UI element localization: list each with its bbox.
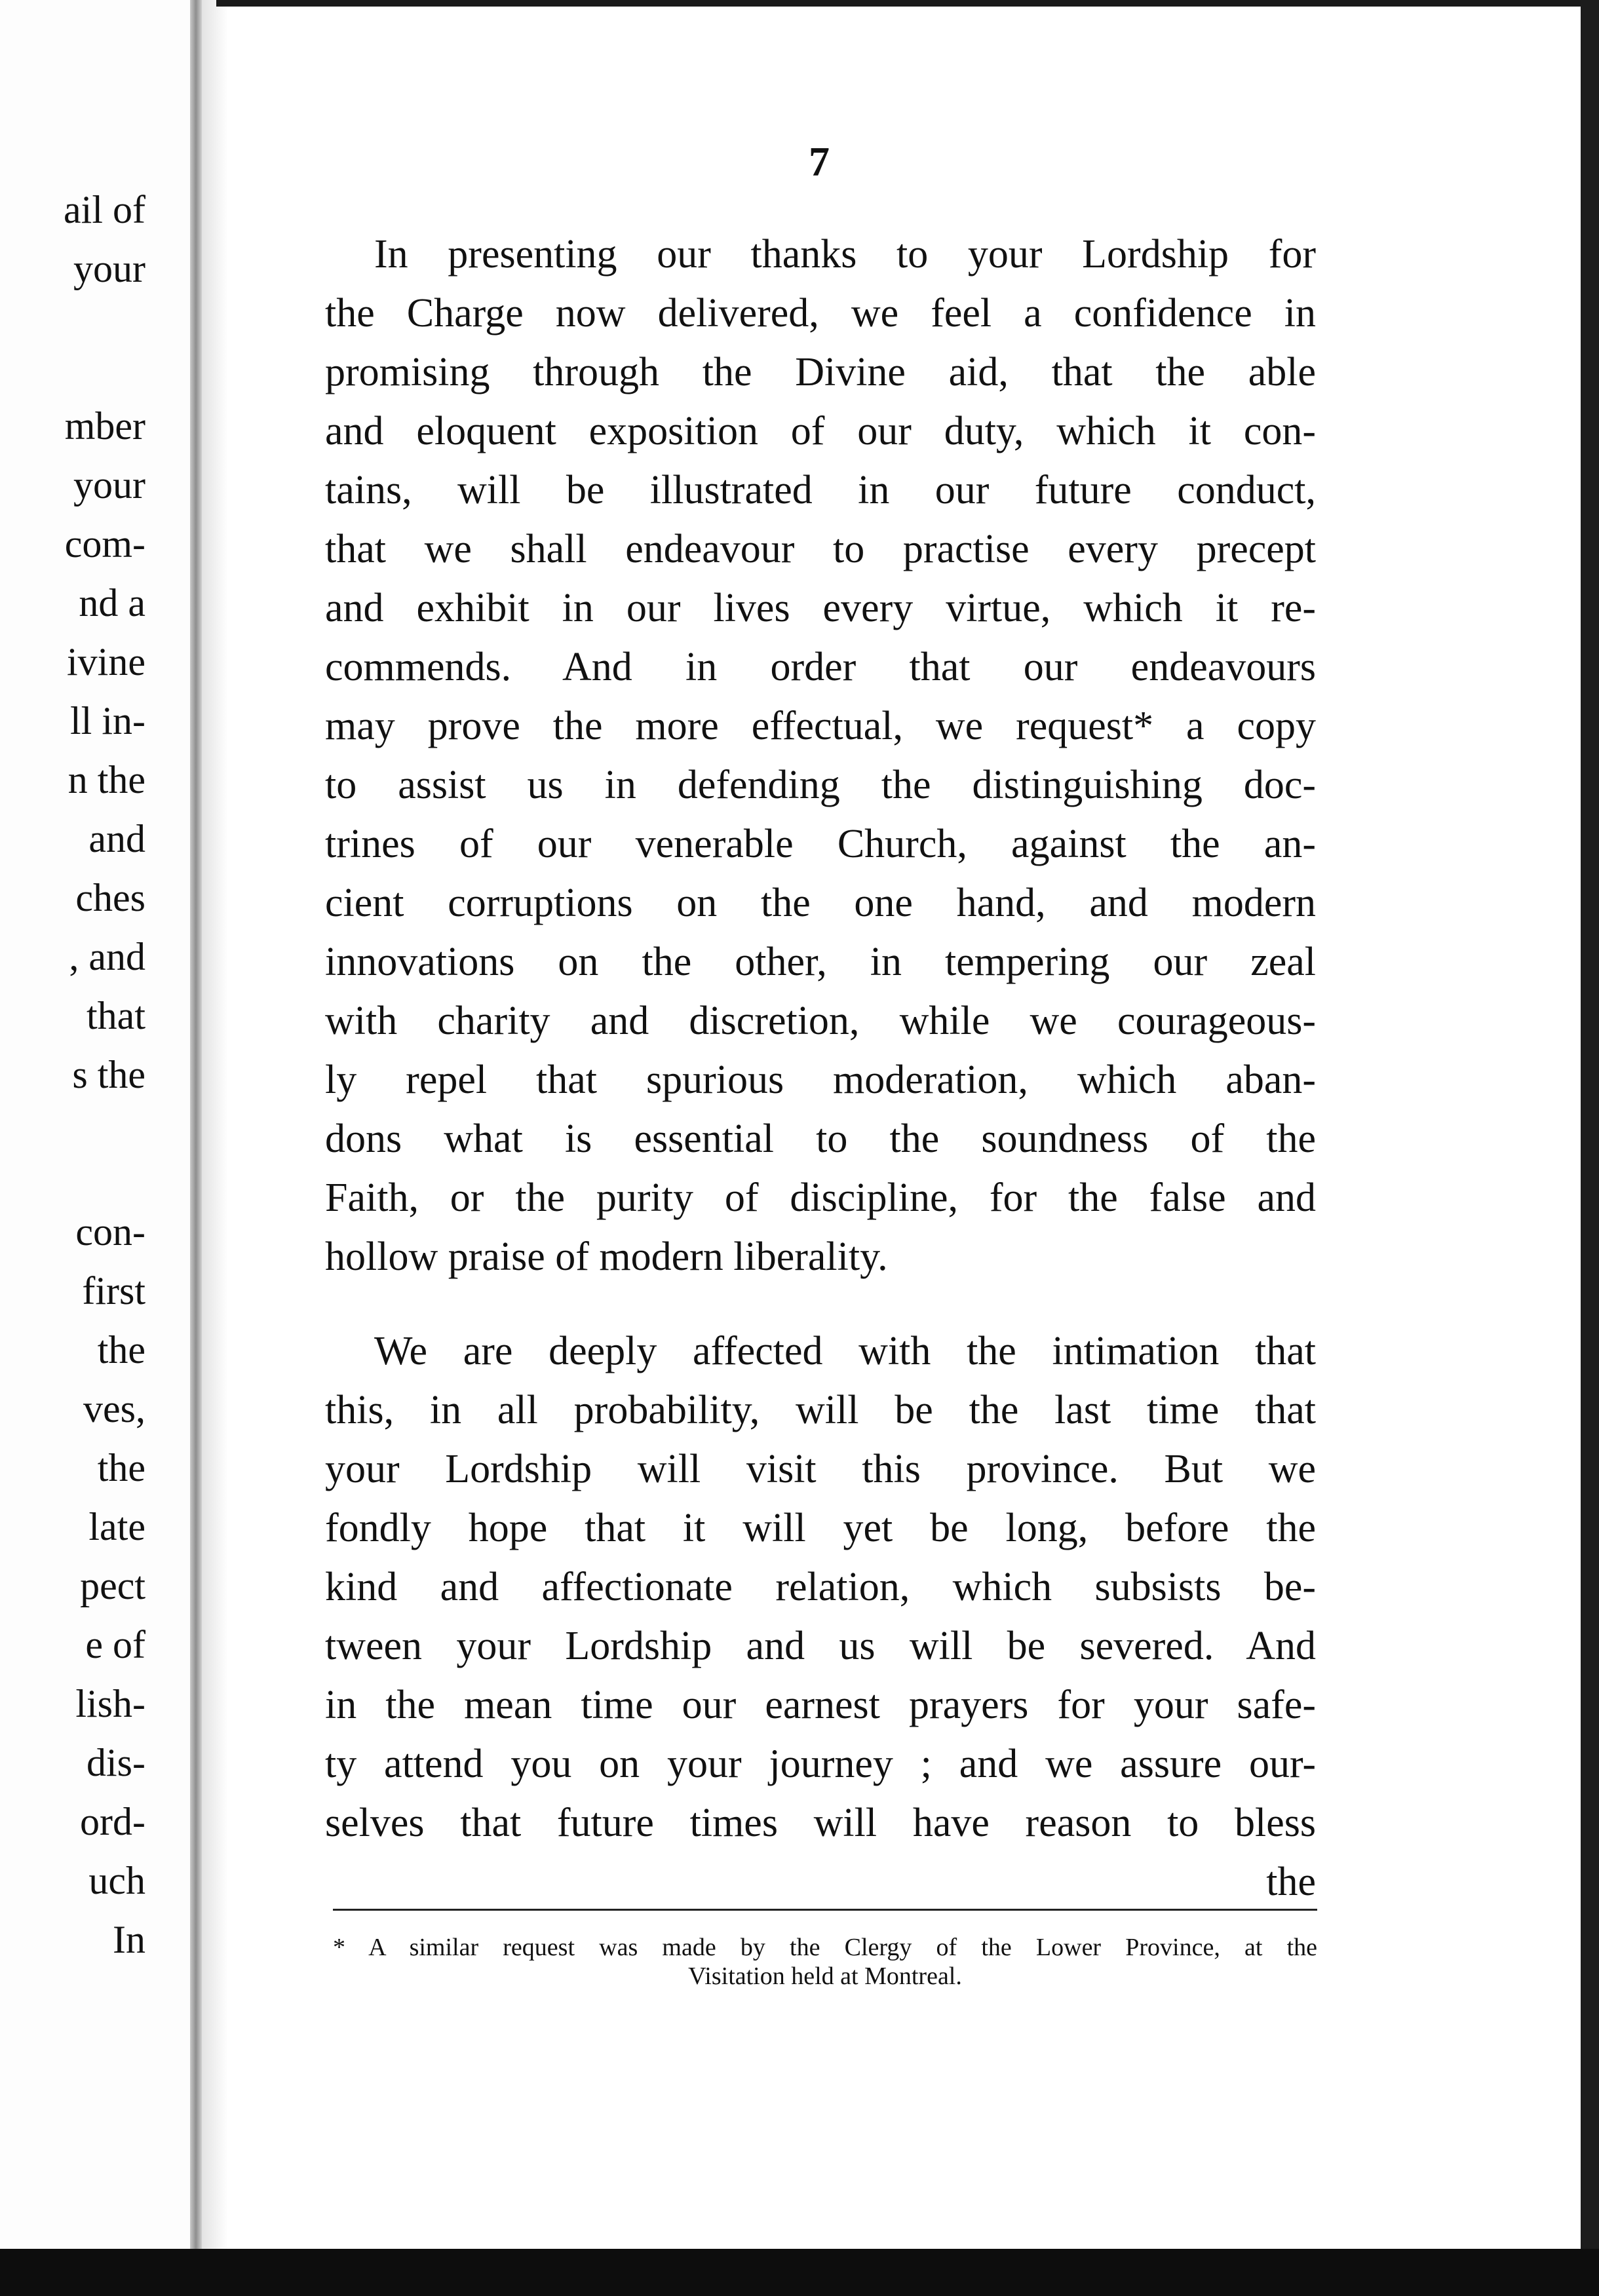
facing-page-line: your bbox=[73, 247, 145, 290]
facing-page-line: uch bbox=[88, 1859, 145, 1902]
facing-page-line: con- bbox=[75, 1210, 145, 1253]
facing-page-line: s the bbox=[72, 1053, 145, 1096]
scan-bottom-border bbox=[0, 2249, 1599, 2296]
facing-page-line: that bbox=[87, 994, 145, 1037]
catchword: the bbox=[1266, 1860, 1316, 1904]
facing-page-line: first bbox=[82, 1269, 145, 1312]
text-line: dons what is essential to the soundness of the bbox=[325, 1117, 1316, 1161]
text-line: may prove the more effectual, we request* a copy bbox=[325, 704, 1316, 748]
facing-page-line: nd a bbox=[79, 581, 145, 624]
facing-page-line: your bbox=[73, 463, 145, 507]
facing-page-line: late bbox=[88, 1505, 145, 1548]
scan-top-border bbox=[216, 0, 1599, 7]
facing-page-line: In bbox=[113, 1918, 145, 1961]
paragraph-2 bbox=[325, 1322, 1316, 1911]
text-line: in the mean time our earnest prayers for your safe- bbox=[325, 1683, 1316, 1727]
text-line: Faith, or the purity of discipline, for the false and bbox=[325, 1176, 1316, 1220]
facing-page-line: the bbox=[97, 1446, 145, 1489]
facing-page-line: , and bbox=[69, 935, 145, 978]
text-line: that we shall endeavour to practise every precept bbox=[325, 527, 1316, 571]
facing-page-line: and bbox=[88, 817, 145, 860]
page-number: 7 bbox=[809, 138, 830, 185]
text-line: ly repel that spurious moderation, which aban- bbox=[325, 1058, 1316, 1102]
scan-right-border bbox=[1581, 0, 1599, 2254]
text-line: tains, will be illustrated in our future conduct, bbox=[325, 468, 1316, 512]
facing-page-line: com- bbox=[64, 522, 145, 565]
footnote-line: Visitation held at Montreal. bbox=[688, 1962, 962, 1990]
text-line: In presenting our thanks to your Lordship for bbox=[374, 232, 1316, 277]
facing-page-line: ord- bbox=[80, 1800, 145, 1843]
facing-page-line: ves, bbox=[83, 1387, 145, 1430]
facing-page-line: pect bbox=[80, 1564, 145, 1607]
book-gutter-highlight bbox=[202, 0, 228, 2254]
facing-page-fragment bbox=[0, 0, 197, 2254]
text-line: with charity and discretion, while we courageous- bbox=[325, 999, 1316, 1043]
text-line: trines of our venerable Church, against the an- bbox=[325, 822, 1316, 866]
facing-page-line: ll in- bbox=[70, 699, 145, 742]
text-line: this, in all probability, will be the last time that bbox=[325, 1388, 1316, 1432]
facing-page-line: n the bbox=[67, 758, 145, 801]
text-line: kind and affectionate relation, which subsists be- bbox=[325, 1565, 1316, 1609]
text-line: your Lordship will visit this province. But we bbox=[325, 1447, 1316, 1491]
facing-page-line: mber bbox=[64, 404, 145, 448]
text-line: commends. And in order that our endeavours bbox=[325, 645, 1316, 689]
facing-page-line: dis- bbox=[87, 1741, 145, 1784]
text-line: and exhibit in our lives every virtue, which it re- bbox=[325, 586, 1316, 630]
footnote-line: * A similar request was made by the Clergy of the Lower Province, at the bbox=[333, 1934, 1317, 1961]
facing-page-line: the bbox=[97, 1328, 145, 1371]
text-line: and eloquent exposition of our duty, which it con- bbox=[325, 409, 1316, 453]
facing-page-line: ches bbox=[75, 876, 145, 919]
footnote-rule bbox=[333, 1909, 1317, 1911]
text-line: the Charge now delivered, we feel a confidence in bbox=[325, 291, 1316, 335]
text-line: ty attend you on your journey ; and we assure our- bbox=[325, 1742, 1316, 1786]
text-line: innovations on the other, in tempering our zeal bbox=[325, 940, 1316, 984]
text-line: promising through the Divine aid, that the able bbox=[325, 350, 1316, 394]
text-line: cient corruptions on the one hand, and modern bbox=[325, 881, 1316, 925]
facing-page-line: lish- bbox=[75, 1682, 145, 1725]
facing-page-line: e of bbox=[85, 1623, 145, 1666]
text-line: tween your Lordship and us will be severed. And bbox=[325, 1624, 1316, 1668]
text-line: selves that future times will have reason to bless bbox=[325, 1801, 1316, 1845]
text-line: We are deeply affected with the intimation that bbox=[374, 1329, 1316, 1373]
text-line: fondly hope that it will yet be long, before the bbox=[325, 1506, 1316, 1550]
facing-page-line: ail of bbox=[64, 188, 145, 231]
text-line: hollow praise of modern liberality. bbox=[325, 1234, 888, 1279]
footnote bbox=[333, 1933, 1317, 1991]
text-line: to assist us in defending the distinguishing doc- bbox=[325, 763, 1316, 807]
facing-page-line: ivine bbox=[67, 640, 145, 683]
book-gutter-shadow bbox=[190, 0, 202, 2254]
paragraph-1 bbox=[325, 225, 1316, 1286]
